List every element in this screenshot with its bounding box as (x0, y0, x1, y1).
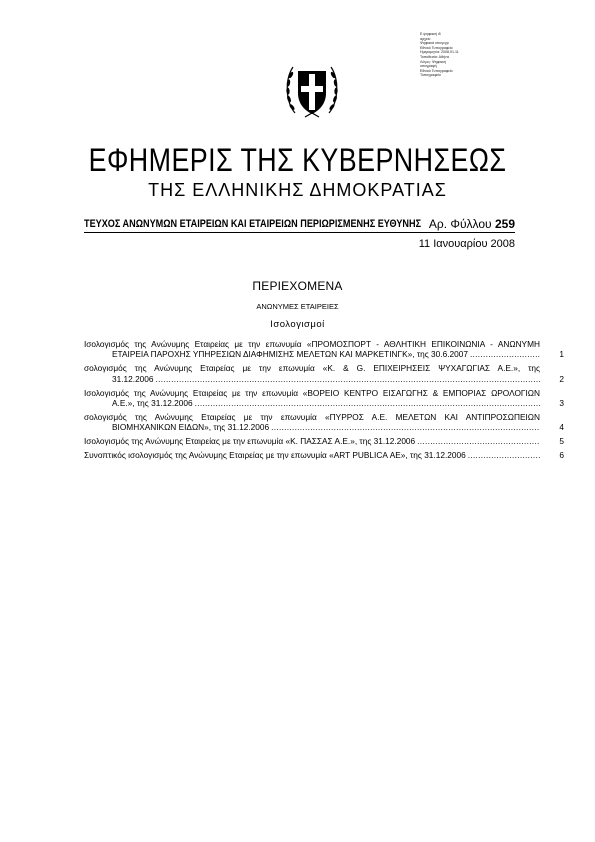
dot-leader (417, 436, 540, 446)
issue-series-header (84, 218, 515, 232)
dot-leader (470, 349, 540, 359)
digital-signature-stamp (420, 32, 500, 78)
stamp-line: Ε ψηφιακή ιδ (420, 32, 441, 36)
gazette-title: ΕΦΗΜΕΡΙΣ ΤΗΣ ΚΥΒΕΡΝΗΣΕΩΣ (88, 142, 507, 178)
stamp-line: αρχείο (420, 36, 431, 41)
dot-leader (271, 422, 540, 432)
contents-list (84, 339, 564, 464)
entry-text: Ισολογισμός της Ανώνυμης Εταιρείας με την επωνυμία «Κ. ΠΑΣΣΑΣ Α.Ε.», της 31.12.2006 (84, 436, 416, 447)
header-divider (84, 232, 515, 233)
stamp-line: Εθνικό Τυπογραφείο (420, 45, 453, 50)
issue-series-title: ΤΕΥΧΟΣ ΑΝΩΝΥΜΩΝ ΕΤΑΙΡΕΙΩΝ ΚΑΙ ΕΤΑΙΡΕΙΩΝ ΠΕΡΙΩΡΙΣΜΕΝΗΣ ΕΥΘΥΝΗΣ (84, 218, 422, 230)
entry-page-number: 4 (559, 422, 564, 433)
entry-page-number: 2 (559, 373, 564, 384)
contents-entry[interactable] (84, 450, 564, 460)
section-heading: ΑΝΩΝΥΜΕΣ ΕΤΑΙΡΕΙΕΣ (256, 302, 339, 311)
contents-entry[interactable] (84, 339, 564, 360)
entry-text: Ισολογισμός της Ανώνυμης Εταιρείας με την επωνυμία «ΒΟΡΕΙΟ ΚΕΝΤΡΟ ΕΙΣΑΓΩΓΗΣ & ΕΜΠΟΡΙΑΣ ΩΡΟΛΟΓΙΩΝ (84, 387, 540, 398)
sheet-number (429, 217, 515, 231)
stamp-line: Τυπογραφείο (420, 73, 441, 78)
entry-text: Συνοπτικός ισολογισμός της Ανώνυμης Εταιρείας με την επωνυμία «ART PUBLICA ΑΕ», της 31.12.2006 (84, 450, 466, 461)
stamp-line: Τοποθεσία: Αθήνα (420, 54, 449, 59)
greek-coat-of-arms-icon (283, 57, 341, 121)
gazette-subtitle: ΤΗΣ ΕΛΛΗΝΙΚΗΣ ΔΗΜΟΚΡΑΤΙΑΣ (148, 180, 447, 200)
contents-entry[interactable] (84, 412, 564, 433)
contents-entry[interactable] (84, 436, 564, 446)
issue-date: 11 Ιανουαρίου 2008 (418, 238, 515, 250)
subsection-heading: Ισολογισμοί (270, 319, 325, 330)
contents-heading: ΠΕΡΙΕΧΟΜΕΝΑ (252, 279, 343, 293)
entry-page-number: 5 (559, 436, 564, 447)
entry-page-number: 3 (559, 398, 564, 409)
sheet-number-value: 259 (494, 217, 515, 231)
contents-entry[interactable] (84, 363, 564, 384)
entry-text: σολογισμός της Ανώνυμης Εταιρείας με την επωνυμία «ΠΥΡΡΟΣ Α.Ε. ΜΕΛΕΤΩΝ ΚΑΙ ΑΝΤΙΠΡΟΣΩΠΕΙΩΝ (84, 411, 540, 422)
dot-leader (468, 450, 540, 460)
sheet-label: Αρ. Φύλλου (428, 217, 492, 231)
entry-text: σολογισμός της Ανώνυμης Εταιρείας με την επωνυμία «Κ. & G. ΕΠΙΧΕΙΡΗΣΕΙΣ ΨΥΧΑΓΩΓΙΑΣ Α.Ε.», της (84, 363, 540, 374)
entry-text-continued: Α.Ε.», της 31.12.2006 (112, 398, 193, 409)
contents-entry[interactable] (84, 388, 564, 409)
dot-leader (195, 398, 540, 408)
entry-text-continued: ΕΤΑΙΡΕΙΑ ΠΑΡΟΧΗΣ ΥΠΗΡΕΣΙΩΝ ΔΙΑΦΗΜΙΣΗΣ ΜΕΛΕΤΩΝ ΚΑΙ ΜΑΡΚΕΤΙΝΓΚ», της 30.6.2007 (112, 349, 468, 360)
entry-page-number: 6 (559, 450, 564, 461)
entry-text-continued: ΒΙΟΜΗΧΑΝΙΚΩΝ ΕΙΔΩΝ», της 31.12.2006 (112, 422, 270, 433)
dot-leader (156, 374, 540, 384)
stamp-line: Ψηφιακά υπογεγρ (420, 41, 449, 46)
entry-page-number: 1 (559, 349, 564, 360)
entry-text: Ισολογισμός της Ανώνυμης Εταιρείας με την επωνυμία «ΠΡΟΜΟΣΠΟΡΤ - ΑΘΛΗΤΙΚΗ ΕΠΙΚΟΙΝΩΝΙΑ - ΑΝΩΝΥΜΗ (84, 339, 540, 349)
entry-text-continued: 31.12.2006 (112, 373, 154, 384)
stamp-line: Λόγος: Ψηφιακή (420, 59, 446, 64)
stamp-line: υπογραφή (420, 64, 437, 69)
stamp-line: Εθνικό Τυπογραφείο (420, 68, 453, 73)
stamp-line: Ημερομηνία: 2008.01.11 (420, 50, 459, 55)
